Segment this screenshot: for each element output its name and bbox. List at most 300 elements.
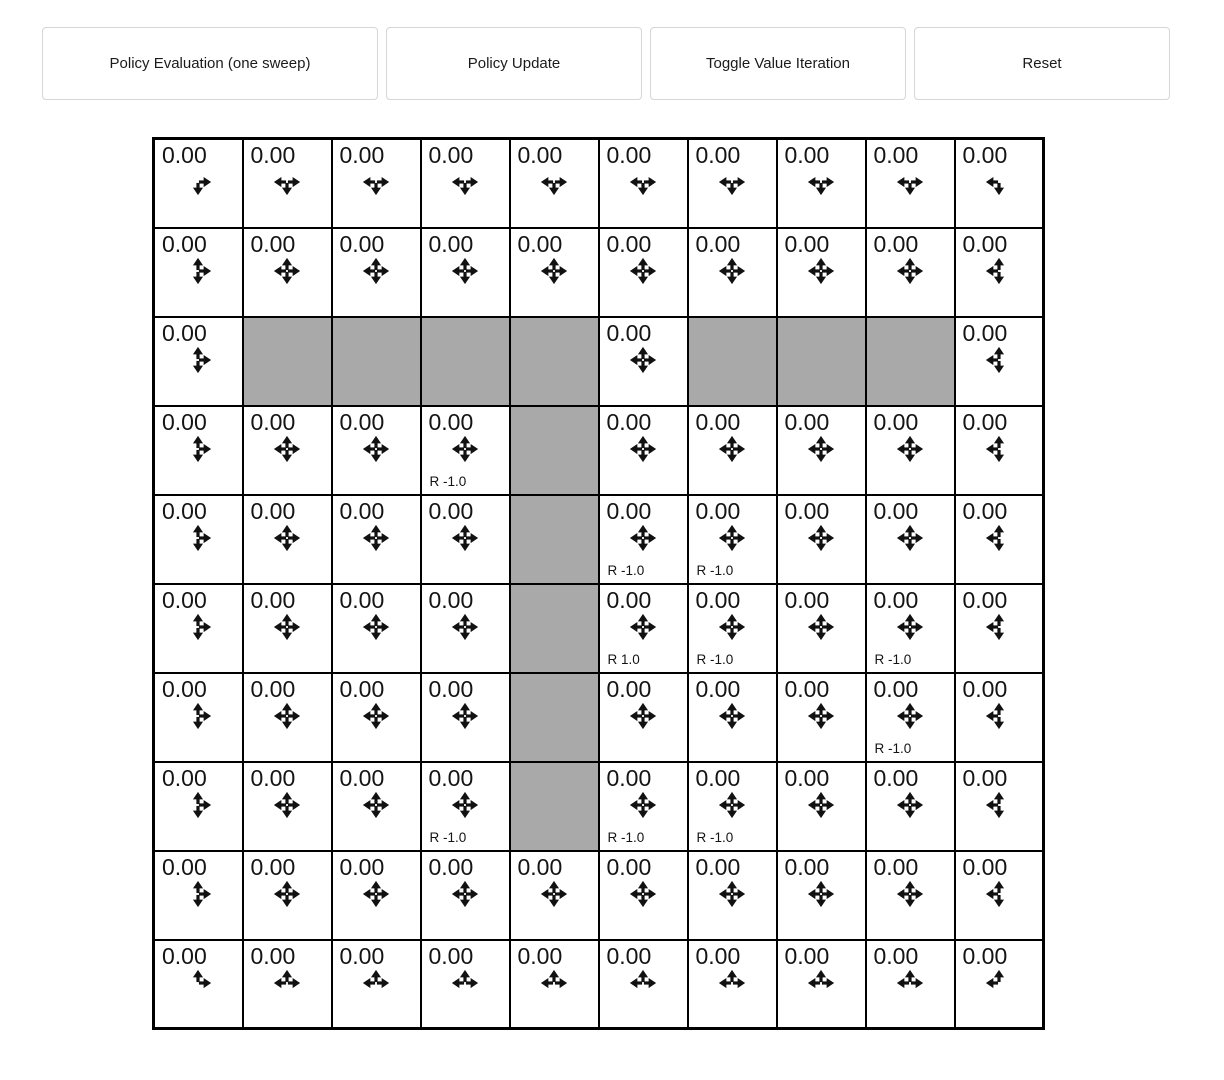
grid-cell[interactable] — [243, 940, 332, 1029]
grid-cell[interactable] — [599, 317, 688, 406]
policy-update-button[interactable]: Policy Update — [386, 27, 642, 100]
grid-wall-cell[interactable] — [510, 762, 599, 851]
state-value: 0.00 — [428, 675, 474, 702]
grid-cell[interactable] — [777, 139, 866, 228]
policy-arrow-up-down-left-right-icon — [333, 256, 420, 286]
grid-cell[interactable] — [510, 940, 599, 1029]
policy-arrow-up-down-left-right-icon — [333, 434, 420, 464]
policy-arrow-up-left-right-icon — [511, 968, 598, 998]
state-value: 0.00 — [428, 764, 474, 791]
grid-cell[interactable] — [510, 139, 599, 228]
state-value: 0.00 — [162, 853, 207, 880]
grid-cell[interactable] — [154, 673, 243, 762]
state-value: 0.00 — [339, 942, 385, 969]
policy-arrow-up-down-left-right-icon — [422, 612, 509, 642]
policy-arrow-up-left-right-icon — [422, 968, 509, 998]
state-value: 0.00 — [962, 586, 1008, 613]
policy-arrow-up-down-left-right-icon — [244, 790, 331, 820]
state-value: 0.00 — [606, 586, 652, 613]
grid-cell[interactable] — [421, 673, 510, 762]
state-value: 0.00 — [784, 853, 830, 880]
grid-cell[interactable] — [243, 139, 332, 228]
grid-row — [154, 762, 1044, 851]
state-value: 0.00 — [250, 675, 296, 702]
policy-arrow-up-down-left-right-icon — [244, 434, 331, 464]
policy-arrow-up-down-left-right-icon — [511, 256, 598, 286]
grid-cell[interactable] — [332, 406, 421, 495]
state-value: 0.00 — [873, 764, 919, 791]
policy-arrow-left-right-down-icon — [778, 167, 865, 197]
state-value: 0.00 — [517, 853, 563, 880]
grid-cell[interactable] — [154, 406, 243, 495]
grid-cell[interactable] — [688, 406, 777, 495]
state-value: 0.00 — [873, 586, 919, 613]
grid-wall-cell[interactable] — [243, 317, 332, 406]
grid-cell[interactable] — [154, 584, 243, 673]
state-value: 0.00 — [428, 853, 474, 880]
state-value: 0.00 — [162, 764, 207, 791]
policy-arrow-left-right-down-icon — [511, 167, 598, 197]
state-value: 0.00 — [250, 497, 296, 524]
state-value: 0.00 — [339, 586, 385, 613]
grid-cell[interactable] — [599, 228, 688, 317]
grid-cell[interactable] — [866, 762, 955, 851]
policy-arrow-up-down-right-icon — [155, 612, 242, 642]
policy-arrow-up-down-left-icon — [956, 790, 1043, 820]
state-value: 0.00 — [162, 408, 207, 435]
grid-cell[interactable] — [421, 584, 510, 673]
state-value: 0.00 — [339, 497, 385, 524]
reward-label: R -1.0 — [607, 562, 645, 578]
policy-arrow-up-down-left-right-icon — [867, 612, 954, 642]
grid-cell[interactable] — [599, 851, 688, 940]
reward-label: R -1.0 — [874, 651, 912, 667]
grid-row — [154, 228, 1044, 317]
policy-arrow-left-right-down-icon — [422, 167, 509, 197]
policy-arrow-up-down-left-right-icon — [778, 790, 865, 820]
state-value: 0.00 — [873, 408, 919, 435]
grid-cell[interactable] — [866, 406, 955, 495]
policy-evaluation-button[interactable]: Policy Evaluation (one sweep) — [42, 27, 378, 100]
state-value: 0.00 — [695, 853, 741, 880]
policy-arrow-up-down-left-right-icon — [333, 523, 420, 553]
policy-arrow-up-down-right-icon — [155, 256, 242, 286]
reward-label: R -1.0 — [696, 651, 734, 667]
state-value: 0.00 — [962, 142, 1008, 168]
state-value: 0.00 — [428, 942, 474, 969]
state-value: 0.00 — [162, 942, 207, 969]
policy-arrow-up-right-icon — [155, 968, 242, 998]
policy-arrow-up-down-left-right-icon — [778, 879, 865, 909]
reward-label: R -1.0 — [874, 740, 912, 756]
policy-arrow-down-right-icon — [155, 167, 242, 197]
reward-label: R -1.0 — [696, 829, 734, 845]
grid-cell[interactable] — [243, 762, 332, 851]
state-value: 0.00 — [250, 764, 296, 791]
policy-arrow-up-down-left-right-icon — [600, 256, 687, 286]
state-value: 0.00 — [784, 230, 830, 257]
grid-cell[interactable] — [866, 673, 955, 762]
grid-cell[interactable] — [688, 139, 777, 228]
policy-arrow-up-down-right-icon — [155, 523, 242, 553]
grid-cell[interactable] — [955, 584, 1044, 673]
policy-arrow-up-down-left-right-icon — [689, 523, 776, 553]
state-value: 0.00 — [606, 675, 652, 702]
grid-cell[interactable] — [243, 228, 332, 317]
grid-cell[interactable] — [510, 228, 599, 317]
grid-row — [154, 139, 1044, 228]
grid-row — [154, 673, 1044, 762]
state-value: 0.00 — [962, 942, 1008, 969]
policy-arrow-up-down-right-icon — [155, 790, 242, 820]
state-value: 0.00 — [162, 230, 207, 257]
policy-arrow-up-down-right-icon — [155, 701, 242, 731]
policy-arrow-up-down-left-right-icon — [778, 434, 865, 464]
reward-label: R -1.0 — [696, 562, 734, 578]
state-value: 0.00 — [517, 230, 563, 257]
state-value: 0.00 — [250, 853, 296, 880]
policy-arrow-up-left-right-icon — [333, 968, 420, 998]
grid-cell[interactable] — [955, 762, 1044, 851]
grid-cell[interactable] — [599, 495, 688, 584]
grid-cell[interactable] — [777, 406, 866, 495]
grid-cell[interactable] — [243, 584, 332, 673]
policy-arrow-left-right-down-icon — [244, 167, 331, 197]
grid-cell[interactable] — [243, 673, 332, 762]
grid-cell[interactable] — [688, 940, 777, 1029]
policy-arrow-up-left-icon — [956, 968, 1043, 998]
grid-wall-cell[interactable] — [510, 317, 599, 406]
state-value: 0.00 — [784, 764, 830, 791]
policy-arrow-up-down-left-right-icon — [422, 879, 509, 909]
state-value: 0.00 — [873, 230, 919, 257]
grid-cell[interactable] — [955, 673, 1044, 762]
state-value: 0.00 — [695, 675, 741, 702]
grid-cell[interactable] — [332, 228, 421, 317]
state-value: 0.00 — [162, 142, 207, 168]
policy-arrow-up-down-left-right-icon — [867, 434, 954, 464]
policy-arrow-up-down-left-right-icon — [689, 879, 776, 909]
grid-cell[interactable] — [332, 495, 421, 584]
grid-cell[interactable] — [421, 762, 510, 851]
policy-arrow-left-right-down-icon — [333, 167, 420, 197]
grid-cell[interactable] — [688, 851, 777, 940]
state-value: 0.00 — [784, 586, 830, 613]
gridworld — [152, 137, 1224, 1030]
state-value: 0.00 — [162, 586, 207, 613]
reward-label: R 1.0 — [607, 651, 640, 667]
state-value: 0.00 — [250, 942, 296, 969]
policy-arrow-up-down-left-right-icon — [867, 523, 954, 553]
state-value: 0.00 — [784, 497, 830, 524]
grid-cell[interactable] — [421, 406, 510, 495]
grid-cell[interactable] — [955, 317, 1044, 406]
grid-cell[interactable] — [955, 851, 1044, 940]
grid-cell[interactable] — [154, 495, 243, 584]
policy-arrow-left-down-icon — [956, 167, 1043, 197]
state-value: 0.00 — [784, 408, 830, 435]
policy-arrow-up-down-left-right-icon — [244, 612, 331, 642]
policy-arrow-up-down-left-right-icon — [422, 523, 509, 553]
policy-arrow-up-down-left-right-icon — [689, 790, 776, 820]
state-value: 0.00 — [695, 230, 741, 257]
grid-cell[interactable] — [866, 851, 955, 940]
grid-cell[interactable] — [777, 762, 866, 851]
grid-wall-cell[interactable] — [510, 406, 599, 495]
grid-cell[interactable] — [154, 940, 243, 1029]
state-value: 0.00 — [606, 230, 652, 257]
policy-arrow-up-down-left-right-icon — [244, 523, 331, 553]
policy-arrow-up-down-left-icon — [956, 434, 1043, 464]
grid-cell[interactable] — [599, 584, 688, 673]
grid-cell[interactable] — [243, 851, 332, 940]
grid-cell[interactable] — [599, 139, 688, 228]
policy-arrow-up-left-right-icon — [778, 968, 865, 998]
state-value: 0.00 — [873, 942, 919, 969]
policy-arrow-up-down-left-icon — [956, 345, 1043, 375]
grid-cell[interactable] — [955, 139, 1044, 228]
grid-cell[interactable] — [777, 584, 866, 673]
state-value: 0.00 — [428, 408, 474, 435]
policy-arrow-up-down-left-right-icon — [778, 701, 865, 731]
policy-arrow-up-down-left-icon — [956, 523, 1043, 553]
policy-arrow-up-down-left-right-icon — [422, 256, 509, 286]
state-value: 0.00 — [428, 586, 474, 613]
policy-arrow-up-down-left-right-icon — [689, 256, 776, 286]
grid-cell[interactable] — [332, 940, 421, 1029]
policy-arrow-left-right-down-icon — [867, 167, 954, 197]
grid-cell[interactable] — [955, 406, 1044, 495]
policy-arrow-up-down-left-right-icon — [689, 701, 776, 731]
grid-cell[interactable] — [421, 228, 510, 317]
policy-arrow-up-left-right-icon — [244, 968, 331, 998]
state-value: 0.00 — [339, 853, 385, 880]
grid-cell[interactable] — [599, 673, 688, 762]
state-value: 0.00 — [606, 319, 652, 346]
policy-arrow-up-down-left-icon — [956, 701, 1043, 731]
policy-arrow-up-down-left-icon — [956, 879, 1043, 909]
grid-row — [154, 940, 1044, 1029]
reward-label: R -1.0 — [429, 473, 467, 489]
policy-arrow-up-down-left-right-icon — [867, 790, 954, 820]
state-value: 0.00 — [695, 497, 741, 524]
grid-cell[interactable] — [688, 584, 777, 673]
gridworld-body — [154, 139, 1044, 1029]
state-value: 0.00 — [339, 764, 385, 791]
policy-arrow-up-down-left-right-icon — [778, 523, 865, 553]
state-value: 0.00 — [162, 319, 207, 346]
grid-cell[interactable] — [688, 495, 777, 584]
grid-row — [154, 851, 1044, 940]
state-value: 0.00 — [962, 408, 1008, 435]
grid-cell[interactable] — [421, 139, 510, 228]
grid-cell[interactable] — [332, 673, 421, 762]
grid-cell[interactable] — [777, 495, 866, 584]
grid-cell[interactable] — [332, 851, 421, 940]
grid-cell[interactable] — [599, 762, 688, 851]
state-value: 0.00 — [606, 408, 652, 435]
grid-cell[interactable] — [243, 406, 332, 495]
state-value: 0.00 — [606, 764, 652, 791]
policy-arrow-up-down-left-right-icon — [689, 434, 776, 464]
policy-arrow-up-down-left-right-icon — [244, 701, 331, 731]
policy-arrow-up-down-left-right-icon — [778, 612, 865, 642]
grid-cell[interactable] — [866, 228, 955, 317]
grid-cell[interactable] — [421, 851, 510, 940]
grid-cell[interactable] — [154, 317, 243, 406]
state-value: 0.00 — [962, 764, 1008, 791]
grid-cell[interactable] — [688, 762, 777, 851]
policy-arrow-up-down-left-right-icon — [600, 790, 687, 820]
grid-cell[interactable] — [332, 584, 421, 673]
grid-cell[interactable] — [243, 495, 332, 584]
policy-arrow-up-down-left-right-icon — [689, 612, 776, 642]
grid-cell[interactable] — [154, 851, 243, 940]
state-value: 0.00 — [428, 230, 474, 257]
state-value: 0.00 — [784, 942, 830, 969]
state-value: 0.00 — [962, 853, 1008, 880]
policy-arrow-up-down-left-right-icon — [600, 612, 687, 642]
grid-cell[interactable] — [777, 851, 866, 940]
reward-label: R -1.0 — [607, 829, 645, 845]
state-value: 0.00 — [606, 497, 652, 524]
grid-cell[interactable] — [955, 495, 1044, 584]
grid-wall-cell[interactable] — [688, 317, 777, 406]
grid-cell[interactable] — [777, 940, 866, 1029]
policy-arrow-up-down-left-right-icon — [333, 879, 420, 909]
state-value: 0.00 — [962, 230, 1008, 257]
policy-arrow-up-down-left-right-icon — [422, 701, 509, 731]
state-value: 0.00 — [695, 764, 741, 791]
state-value: 0.00 — [339, 230, 385, 257]
reward-label: R -1.0 — [429, 829, 467, 845]
state-value: 0.00 — [784, 142, 830, 168]
gridworld-table — [152, 137, 1045, 1030]
policy-arrow-up-down-left-right-icon — [600, 345, 687, 375]
state-value: 0.00 — [873, 142, 919, 168]
state-value: 0.00 — [606, 853, 652, 880]
grid-cell[interactable] — [332, 139, 421, 228]
grid-cell[interactable] — [688, 673, 777, 762]
policy-arrow-up-left-right-icon — [867, 968, 954, 998]
state-value: 0.00 — [695, 142, 741, 168]
grid-cell[interactable] — [332, 762, 421, 851]
reset-button[interactable]: Reset — [914, 27, 1170, 100]
grid-row — [154, 495, 1044, 584]
policy-arrow-up-left-right-icon — [689, 968, 776, 998]
state-value: 0.00 — [962, 497, 1008, 524]
state-value: 0.00 — [695, 942, 741, 969]
toolbar — [42, 27, 1170, 100]
state-value: 0.00 — [606, 942, 652, 969]
state-value: 0.00 — [162, 497, 207, 524]
state-value: 0.00 — [517, 942, 563, 969]
grid-cell[interactable] — [510, 851, 599, 940]
state-value: 0.00 — [339, 408, 385, 435]
grid-row — [154, 584, 1044, 673]
policy-arrow-up-down-left-right-icon — [422, 790, 509, 820]
policy-arrow-up-down-left-right-icon — [511, 879, 598, 909]
grid-row — [154, 406, 1044, 495]
grid-cell[interactable] — [599, 406, 688, 495]
state-value: 0.00 — [250, 230, 296, 257]
policy-arrow-up-down-left-right-icon — [244, 256, 331, 286]
grid-wall-cell[interactable] — [510, 495, 599, 584]
state-value: 0.00 — [873, 675, 919, 702]
policy-arrow-up-down-left-right-icon — [600, 701, 687, 731]
state-value: 0.00 — [339, 675, 385, 702]
grid-wall-cell[interactable] — [777, 317, 866, 406]
grid-wall-cell[interactable] — [421, 317, 510, 406]
grid-cell[interactable] — [955, 228, 1044, 317]
state-value: 0.00 — [250, 586, 296, 613]
policy-arrow-up-down-left-icon — [956, 256, 1043, 286]
policy-arrow-up-down-left-right-icon — [422, 434, 509, 464]
policy-arrow-left-right-down-icon — [689, 167, 776, 197]
policy-arrow-up-down-left-right-icon — [244, 879, 331, 909]
policy-arrow-up-down-left-right-icon — [333, 790, 420, 820]
grid-cell[interactable] — [777, 673, 866, 762]
state-value: 0.00 — [428, 142, 474, 168]
grid-cell[interactable] — [421, 495, 510, 584]
policy-arrow-up-down-left-right-icon — [778, 256, 865, 286]
policy-arrow-up-down-left-right-icon — [600, 523, 687, 553]
grid-cell[interactable] — [599, 940, 688, 1029]
policy-arrow-up-down-left-right-icon — [600, 879, 687, 909]
grid-cell[interactable] — [154, 228, 243, 317]
state-value: 0.00 — [962, 319, 1008, 346]
state-value: 0.00 — [339, 142, 385, 168]
policy-arrow-up-down-right-icon — [155, 345, 242, 375]
grid-cell[interactable] — [421, 940, 510, 1029]
policy-arrow-up-down-left-right-icon — [867, 879, 954, 909]
state-value: 0.00 — [962, 675, 1008, 702]
grid-cell[interactable] — [866, 495, 955, 584]
grid-cell[interactable] — [866, 940, 955, 1029]
state-value: 0.00 — [162, 675, 207, 702]
state-value: 0.00 — [873, 853, 919, 880]
policy-arrow-up-down-left-right-icon — [333, 612, 420, 642]
state-value: 0.00 — [695, 408, 741, 435]
grid-cell[interactable] — [955, 940, 1044, 1029]
toggle-value-iteration-button[interactable]: Toggle Value Iteration — [650, 27, 906, 100]
state-value: 0.00 — [606, 142, 652, 168]
grid-wall-cell[interactable] — [866, 317, 955, 406]
state-value: 0.00 — [428, 497, 474, 524]
grid-cell[interactable] — [154, 762, 243, 851]
grid-wall-cell[interactable] — [510, 673, 599, 762]
policy-arrow-up-down-left-icon — [956, 612, 1043, 642]
policy-arrow-left-right-down-icon — [600, 167, 687, 197]
state-value: 0.00 — [784, 675, 830, 702]
grid-cell[interactable] — [866, 139, 955, 228]
grid-cell[interactable] — [777, 228, 866, 317]
grid-wall-cell[interactable] — [332, 317, 421, 406]
grid-cell[interactable] — [866, 584, 955, 673]
policy-arrow-up-down-left-right-icon — [867, 256, 954, 286]
grid-wall-cell[interactable] — [510, 584, 599, 673]
policy-arrow-up-left-right-icon — [600, 968, 687, 998]
grid-cell[interactable] — [154, 139, 243, 228]
state-value: 0.00 — [250, 408, 296, 435]
policy-arrow-up-down-left-right-icon — [600, 434, 687, 464]
grid-cell[interactable] — [688, 228, 777, 317]
policy-arrow-up-down-left-right-icon — [333, 701, 420, 731]
policy-arrow-up-down-left-right-icon — [867, 701, 954, 731]
grid-row — [154, 317, 1044, 406]
policy-arrow-up-down-right-icon — [155, 879, 242, 909]
state-value: 0.00 — [517, 142, 563, 168]
